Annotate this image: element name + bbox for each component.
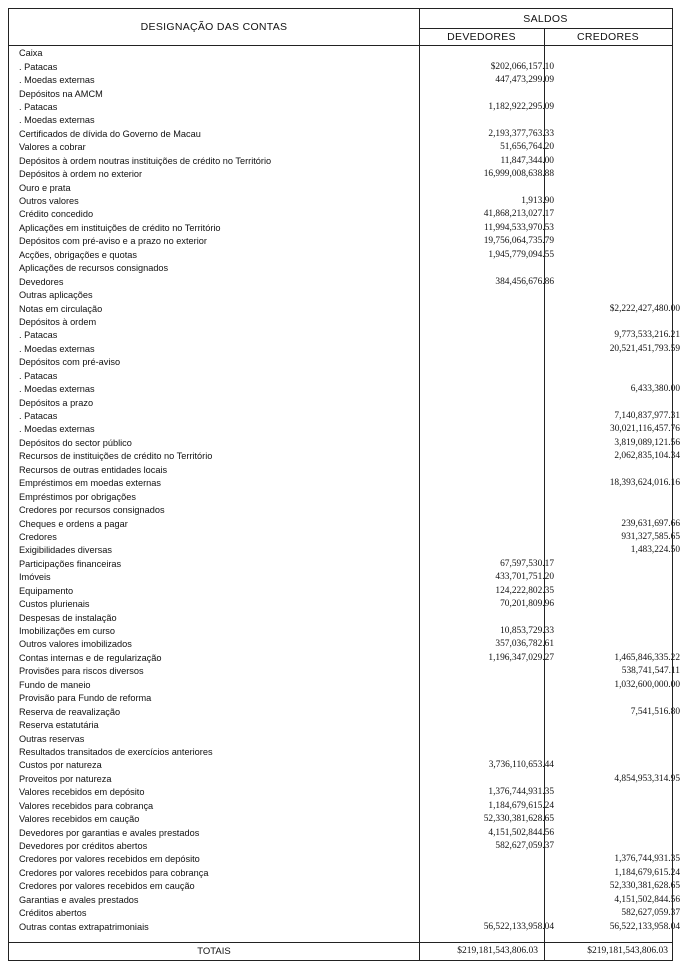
header-devedores: DEVEDORES	[447, 31, 516, 43]
debit-value	[419, 87, 560, 100]
account-label: Outras contas extrapatrimoniais	[19, 921, 149, 932]
account-label: Despesas de instalação	[19, 612, 117, 623]
debit-value	[419, 531, 560, 544]
table-row	[9, 437, 684, 450]
table-row	[9, 128, 684, 141]
account-label: Credores por recursos consignados	[19, 505, 165, 516]
table-row	[9, 598, 684, 611]
debit-value	[419, 316, 560, 329]
header-mid-rule	[419, 28, 672, 29]
table-row	[9, 168, 684, 181]
totals-debit: $219,181,543,806.03	[457, 946, 538, 956]
credit-value: 1,483,224.50	[630, 545, 680, 556]
credit-value	[560, 370, 684, 383]
credit-value	[560, 208, 684, 221]
credit-value	[560, 732, 684, 745]
table-row	[9, 840, 684, 853]
account-label: Cheques e ordens a pagar	[19, 518, 128, 529]
debit-value: 1,945,779,094.55	[488, 249, 554, 260]
credit-value	[560, 813, 684, 826]
debit-value	[419, 262, 560, 275]
credit-value	[560, 638, 684, 651]
credit-value	[560, 800, 684, 813]
account-label: Outros valores	[19, 196, 79, 207]
credit-value: $2,222,427,480.00	[609, 303, 680, 314]
debit-value	[419, 437, 560, 450]
account-label: . Moedas externas	[19, 424, 95, 435]
credit-value	[560, 558, 684, 571]
table-row	[9, 477, 684, 490]
account-label: Valores recebidos para cobrança	[19, 800, 154, 811]
table-row	[9, 450, 684, 463]
credit-value: 7,140,837,977.31	[614, 411, 680, 422]
table-row	[9, 235, 684, 248]
account-label: Resultados transitados de exercícios anteriores	[19, 746, 213, 757]
account-label: . Patacas	[19, 411, 58, 422]
debit-value: 433,701,751.20	[495, 572, 554, 583]
table-row	[9, 786, 684, 799]
table-row	[9, 800, 684, 813]
credit-value: 20,521,451,793.59	[609, 343, 680, 354]
table-row	[9, 329, 684, 342]
table-row	[9, 558, 684, 571]
account-label: Outros valores imobilizados	[19, 639, 132, 650]
debit-value: 357,036,782.61	[495, 639, 554, 650]
credit-value	[560, 625, 684, 638]
credit-value	[560, 60, 684, 73]
debit-value	[419, 692, 560, 705]
debit-value	[419, 370, 560, 383]
account-label: Valores recebidos em depósito	[19, 787, 145, 798]
account-label: Garantias e avales prestados	[19, 894, 139, 905]
credit-value	[560, 585, 684, 598]
account-label: Recursos de outras entidades locais	[19, 464, 168, 475]
debit-value	[419, 867, 560, 880]
account-label: Proveitos por natureza	[19, 773, 112, 784]
debit-value: 1,182,922,295.09	[488, 101, 554, 112]
account-label: Reserva estatutária	[19, 720, 99, 731]
credit-value: 52,330,381,628.65	[609, 881, 680, 892]
account-label: Depósitos à ordem noutras instituições de crédito no Território	[19, 155, 272, 166]
debit-value: 3,736,110,653.44	[488, 760, 554, 771]
account-label: Custos por natureza	[19, 760, 102, 771]
debit-value: 70,201,809.96	[500, 599, 554, 610]
table-row	[9, 719, 684, 732]
table-row	[9, 262, 684, 275]
table-row	[9, 867, 684, 880]
debit-value: 10,853,729.33	[500, 626, 554, 637]
table-row	[9, 705, 684, 718]
debit-value	[419, 746, 560, 759]
table-row	[9, 101, 684, 114]
account-label: . Patacas	[19, 61, 58, 72]
debit-value	[419, 490, 560, 503]
table-row	[9, 665, 684, 678]
debit-value	[419, 544, 560, 557]
credit-value	[560, 275, 684, 288]
table-row	[9, 155, 684, 168]
table-row	[9, 74, 684, 87]
account-label: Contas internas e de regularização	[19, 652, 162, 663]
account-label: Provisão para Fundo de reforma	[19, 693, 152, 704]
table-row	[9, 531, 684, 544]
debit-value: 1,184,679,615.24	[488, 800, 554, 811]
table-row	[9, 316, 684, 329]
header-bottom-rule	[9, 45, 672, 46]
debit-value: 67,597,530.17	[500, 558, 554, 569]
table-row	[9, 410, 684, 423]
account-label: Depósitos do sector público	[19, 437, 132, 448]
debit-value: 19,756,064,735.79	[483, 236, 554, 247]
debit-value	[419, 907, 560, 920]
credit-value	[560, 181, 684, 194]
debit-value: 52,330,381,628.65	[483, 814, 554, 825]
account-label: Valores a cobrar	[19, 142, 86, 153]
account-label: Imobilizações em curso	[19, 626, 115, 637]
table-row	[9, 208, 684, 221]
credit-value: 30,021,116,457.76	[610, 424, 680, 435]
totals-row	[9, 943, 672, 961]
credit-value	[560, 316, 684, 329]
account-label: . Patacas	[19, 370, 58, 381]
debit-value	[419, 289, 560, 302]
credit-value	[560, 356, 684, 369]
account-label: Provisões para riscos diversos	[19, 666, 144, 677]
debit-value: 582,627,059.37	[495, 841, 554, 852]
debit-value: 56,522,133,958.04	[483, 921, 554, 932]
credit-value: 1,465,846,335.22	[614, 652, 680, 663]
credit-value	[560, 840, 684, 853]
credit-value: 538,741,547.11	[621, 666, 680, 677]
credit-value	[560, 396, 684, 409]
credit-value	[560, 598, 684, 611]
account-label: Valores recebidos em caução	[19, 814, 140, 825]
debit-value: 11,847,344.00	[500, 155, 554, 166]
credit-value: 7,541,516.80	[630, 706, 680, 717]
credit-value: 4,151,502,844.56	[614, 894, 680, 905]
account-label: Credores por valores recebidos em depósito	[19, 854, 200, 865]
table-row	[9, 47, 684, 60]
credit-value	[560, 289, 684, 302]
credit-value	[560, 759, 684, 772]
table-row	[9, 692, 684, 705]
account-label: Depósitos a prazo	[19, 397, 94, 408]
credit-value	[560, 504, 684, 517]
debit-value	[419, 423, 560, 436]
account-label: Exigibilidades diversas	[19, 545, 112, 556]
credit-value: 1,184,679,615.24	[614, 867, 680, 878]
debit-value: $202,066,157.10	[490, 61, 554, 72]
credit-value: 1,376,744,931.35	[614, 854, 680, 865]
credit-value	[560, 195, 684, 208]
table-row	[9, 504, 684, 517]
debit-value: 4,151,502,844.56	[488, 827, 554, 838]
table-row	[9, 759, 684, 772]
account-label: Fundo de maneio	[19, 679, 91, 690]
table-row	[9, 907, 684, 920]
table-row	[9, 585, 684, 598]
credit-value	[560, 692, 684, 705]
account-label: Aplicações em instituições de crédito no Território	[19, 222, 221, 233]
table-row	[9, 611, 684, 624]
account-label: Recursos de instituições de crédito no Território	[19, 451, 213, 462]
account-label: Crédito concedido	[19, 209, 94, 220]
totals-credit: $219,181,543,806.03	[587, 946, 668, 956]
table-row	[9, 464, 684, 477]
account-label: Credores	[19, 531, 57, 542]
credit-value	[560, 249, 684, 262]
account-label: Devedores por garantias e avales prestados	[19, 827, 200, 838]
table-row	[9, 679, 684, 692]
table-row	[9, 920, 684, 933]
account-label: Acções, obrigações e quotas	[19, 249, 137, 260]
credit-value	[560, 141, 684, 154]
debit-value	[419, 705, 560, 718]
account-label: Devedores	[19, 276, 64, 287]
debit-value	[419, 517, 560, 530]
account-label: Notas em circulação	[19, 303, 103, 314]
credit-value	[560, 490, 684, 503]
account-label: Reserva de reavalização	[19, 706, 121, 717]
account-label: Certificados de dívida do Governo de Macau	[19, 128, 201, 139]
account-label: Aplicações de recursos consignados	[19, 263, 169, 274]
table-row	[9, 114, 684, 127]
debit-value	[419, 383, 560, 396]
credit-value	[560, 786, 684, 799]
table-row	[9, 356, 684, 369]
table-row	[9, 423, 684, 436]
debit-value	[419, 665, 560, 678]
table-row	[9, 571, 684, 584]
header-designacao: DESIGNAÇÃO DAS CONTAS	[140, 21, 288, 33]
credit-value	[560, 101, 684, 114]
account-label: Caixa	[19, 48, 43, 59]
debit-value	[419, 880, 560, 893]
debit-value	[419, 853, 560, 866]
account-label: . Patacas	[19, 101, 58, 112]
table-row	[9, 370, 684, 383]
account-label: Depósitos à ordem	[19, 316, 97, 327]
credit-value	[560, 262, 684, 275]
credit-value: 3,819,089,121.56	[614, 437, 680, 448]
debit-value	[419, 894, 560, 907]
account-label: . Moedas externas	[19, 384, 95, 395]
totals-label: TOTAIS	[197, 946, 231, 957]
table-row	[9, 813, 684, 826]
credit-value	[560, 719, 684, 732]
credit-value	[560, 74, 684, 87]
table-row	[9, 60, 684, 73]
account-label: Imóveis	[19, 572, 51, 583]
balance-sheet-table	[8, 8, 680, 961]
table-row	[9, 880, 684, 893]
table-row	[9, 517, 684, 530]
credit-value: 582,627,059.37	[621, 908, 680, 919]
account-label: Ouro e prata	[19, 182, 71, 193]
debit-value	[419, 719, 560, 732]
debit-value: 447,473,299.09	[495, 75, 554, 86]
credit-value	[560, 128, 684, 141]
credit-value: 931,327,585.65	[621, 531, 680, 542]
credit-value: 239,631,697.66	[621, 518, 680, 529]
table-row	[9, 625, 684, 638]
table-row	[9, 652, 684, 665]
account-label: Participações financeiras	[19, 558, 122, 569]
debit-value: 384,456,676.86	[495, 276, 554, 287]
debit-value: 16,999,008,638.88	[483, 169, 554, 180]
credit-value	[560, 114, 684, 127]
account-label: Depósitos com pré-aviso e a prazo no exterior	[19, 236, 207, 247]
account-label: Credores por valores recebidos em caução	[19, 881, 195, 892]
credit-value: 56,522,133,958.04	[609, 921, 680, 932]
credit-value	[560, 571, 684, 584]
debit-value	[419, 302, 560, 315]
accounts-list	[9, 47, 684, 934]
credit-value: 2,062,835,104.34	[614, 451, 680, 462]
account-label: Outras aplicações	[19, 290, 93, 301]
debit-value: 1,196,347,029.27	[488, 652, 554, 663]
account-label: . Moedas externas	[19, 115, 95, 126]
table-row	[9, 181, 684, 194]
account-label: . Moedas externas	[19, 343, 95, 354]
account-label: Depósitos na AMCM	[19, 88, 103, 99]
debit-value	[419, 464, 560, 477]
account-label: Depósitos com pré-aviso	[19, 357, 121, 368]
credit-value	[560, 235, 684, 248]
credit-value	[560, 826, 684, 839]
credit-value	[560, 168, 684, 181]
table-row	[9, 249, 684, 262]
debit-value: 51,656,764.20	[500, 142, 554, 153]
debit-value: 2,193,377,763.33	[488, 128, 554, 139]
credit-value: 18,393,624,016.16	[609, 478, 680, 489]
table-row	[9, 87, 684, 100]
table-row	[9, 195, 684, 208]
table-row	[9, 773, 684, 786]
account-label: Custos plurienais	[19, 599, 90, 610]
debit-value	[419, 47, 560, 60]
table-row	[9, 853, 684, 866]
table-row	[9, 746, 684, 759]
debit-value: 1,376,744,931.35	[488, 787, 554, 798]
table-row	[9, 826, 684, 839]
account-label: . Moedas externas	[19, 75, 95, 86]
debit-value	[419, 396, 560, 409]
account-label: Empréstimos em moedas externas	[19, 478, 161, 489]
credit-value	[560, 611, 684, 624]
debit-value: 124,222,802.35	[495, 585, 554, 596]
table-row	[9, 732, 684, 745]
table-row	[9, 275, 684, 288]
table-row	[9, 638, 684, 651]
table-row	[9, 222, 684, 235]
credit-value: 4,854,953,314.95	[614, 773, 680, 784]
debit-value	[419, 679, 560, 692]
credit-value	[560, 155, 684, 168]
account-label: Devedores por créditos abertos	[19, 841, 148, 852]
debit-value: 11,994,533,970.53	[484, 222, 554, 233]
account-label: Créditos abertos	[19, 908, 87, 919]
account-label: Equipamento	[19, 585, 74, 596]
debit-value	[419, 114, 560, 127]
debit-value: 1,913.90	[521, 196, 554, 207]
debit-value: 41,868,213,027.17	[483, 209, 554, 220]
credit-value	[560, 87, 684, 100]
table-row	[9, 544, 684, 557]
debit-value	[419, 410, 560, 423]
credit-value: 1,032,600,000.00	[614, 679, 680, 690]
header-saldos: SALDOS	[523, 13, 568, 25]
debit-value	[419, 477, 560, 490]
debit-value	[419, 343, 560, 356]
account-label: Outras reservas	[19, 733, 85, 744]
table-row	[9, 289, 684, 302]
table-row	[9, 141, 684, 154]
debit-value	[419, 329, 560, 342]
debit-value	[419, 450, 560, 463]
debit-value	[419, 773, 560, 786]
debit-value	[419, 504, 560, 517]
table-row	[9, 302, 684, 315]
table-row	[9, 894, 684, 907]
account-label: Credores por valores recebidos para cobrança	[19, 867, 209, 878]
credit-value: 9,773,533,216.21	[614, 330, 680, 341]
account-label: Empréstimos por obrigações	[19, 491, 136, 502]
debit-value	[419, 356, 560, 369]
table-row	[9, 396, 684, 409]
account-label: Depósitos à ordem no exterior	[19, 169, 143, 180]
debit-value	[419, 611, 560, 624]
credit-value	[560, 47, 684, 60]
credit-value	[560, 464, 684, 477]
header-credores: CREDORES	[577, 31, 639, 43]
table-row	[9, 343, 684, 356]
debit-value	[419, 732, 560, 745]
credit-value	[560, 222, 684, 235]
credit-value: 6,433,380.00	[630, 384, 680, 395]
table-row	[9, 490, 684, 503]
credit-value	[560, 746, 684, 759]
debit-value	[419, 181, 560, 194]
account-label: . Patacas	[19, 330, 58, 341]
table-row	[9, 383, 684, 396]
